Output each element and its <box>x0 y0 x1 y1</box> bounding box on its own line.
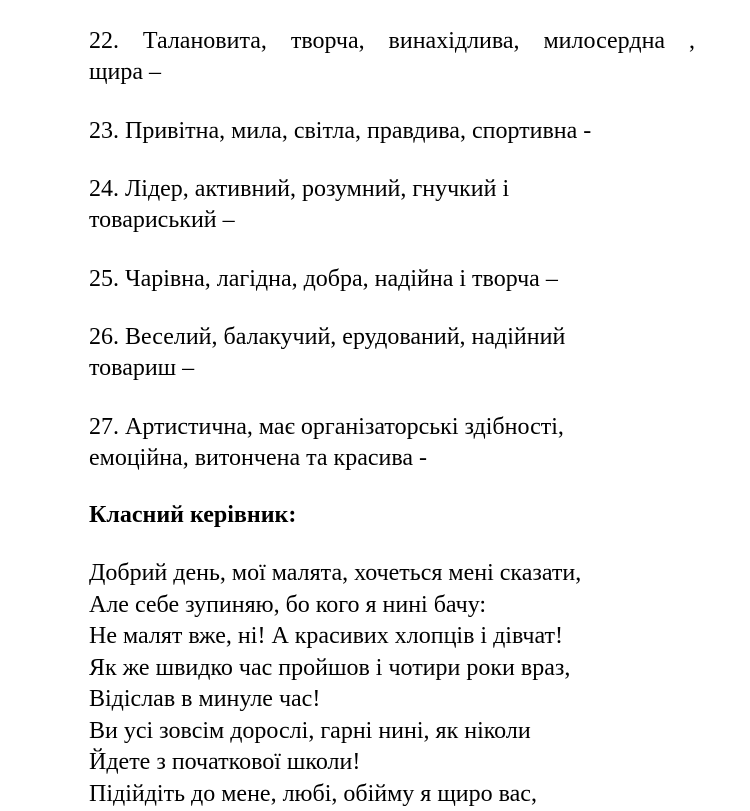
list-item-22-line-2: щира – <box>89 59 161 85</box>
list-item-25 <box>89 264 697 295</box>
poem-line: Ви усі зовсім дорослі, гарні нині, як ніколи <box>89 717 531 744</box>
list-item-24 <box>89 174 697 236</box>
list-item-26-line-1: 26. Веселий, балакучий, ерудований, надійний <box>89 324 566 350</box>
list-item-26 <box>89 322 697 384</box>
list-item-23-line-1: 23. Привітна, мила, світла, правдива, спортивна - <box>89 118 592 144</box>
poem-line: Але себе зупиняю, бо кого я нині бачу: <box>89 591 487 618</box>
word: творча, <box>290 28 365 54</box>
list-item-22 <box>89 26 697 88</box>
word: , <box>688 28 695 54</box>
poem-line: Йдете з початкової школи! <box>89 749 361 775</box>
list-item-24-line-2: товариський – <box>89 207 235 233</box>
list-item-24-line-1: 24. Лідер, активний, розумний, гнучкий і <box>89 176 510 202</box>
poem-block <box>89 558 581 810</box>
poem-line: Не малят вже, ні! А красивих хлопців і дівчат! <box>89 623 563 649</box>
poem-line: Підійдіть до мене, любі, обійму я щиро вас, <box>89 780 537 807</box>
list-item-25-line-1: 25. Чарівна, лагідна, добра, надійна і творча – <box>89 266 558 292</box>
list-item-27-line-1: 27. Артистична, має організаторські здібності, <box>89 414 564 440</box>
list-item-23 <box>89 116 697 147</box>
poem-line: Як же швидко час пройшов і чотири роки враз, <box>89 654 571 681</box>
word: Талановита, <box>142 28 267 54</box>
section-heading: Класний керівник: <box>89 502 297 528</box>
list-item-27-line-2: емоційна, витончена та красива - <box>89 445 428 471</box>
word: 22. <box>89 28 119 54</box>
word: милосердна <box>543 28 666 54</box>
list-item-27 <box>89 412 697 474</box>
poem-line: Відіслав в минуле час! <box>89 686 321 712</box>
poem-line: Добрий день, мої малята, хочеться мені сказати, <box>89 560 582 586</box>
list-item-22-line-1 <box>89 26 695 57</box>
list-item-26-line-2: товариш – <box>89 355 195 381</box>
word: винахідлива, <box>388 28 520 54</box>
